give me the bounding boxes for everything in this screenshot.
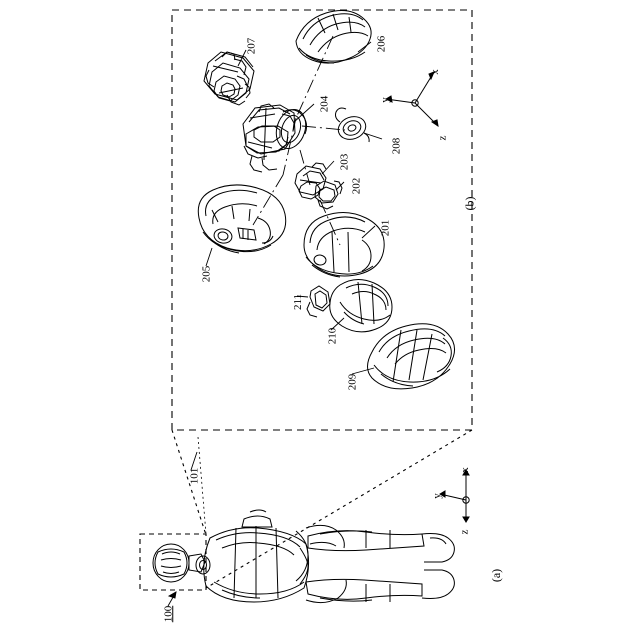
part-205: [198, 185, 285, 253]
axis-a-y: y: [430, 493, 443, 499]
axis-b-y: y: [378, 97, 391, 103]
ref-201: 201: [379, 219, 392, 237]
part-209: [368, 324, 455, 389]
ref-207: 207: [245, 37, 258, 55]
ref-202: 202: [350, 177, 363, 195]
part-208: [335, 108, 369, 143]
panel-b-label: (b): [462, 196, 477, 211]
ref-206: 206: [375, 35, 388, 53]
ref-100: 100: [162, 605, 175, 623]
ref-203: 203: [338, 153, 351, 171]
part-202: [315, 181, 342, 209]
part-206: [296, 11, 371, 64]
panel-a-label: (a): [489, 568, 504, 583]
ref-209: 209: [346, 373, 359, 391]
part-204: [243, 104, 310, 172]
axis-b-z: z: [436, 135, 449, 141]
axis-b-x: x: [428, 69, 441, 75]
axis-a-x: x: [458, 467, 471, 473]
part-211: [307, 286, 330, 317]
ref-210: 210: [326, 327, 339, 345]
ref-204: 204: [318, 95, 331, 113]
ref-205: 205: [200, 265, 213, 283]
panel-a-body: [153, 510, 454, 603]
ref-101: 101: [188, 467, 201, 485]
axis-gizmo-a: [440, 470, 469, 522]
part-203: [295, 163, 326, 199]
axis-a-z: z: [458, 529, 471, 535]
part-201: [304, 212, 384, 277]
part-210: [330, 279, 392, 331]
ref-211: 211: [292, 293, 305, 311]
part-207: [204, 52, 254, 105]
ref-208: 208: [390, 137, 403, 155]
axis-gizmo-b: [386, 72, 438, 126]
